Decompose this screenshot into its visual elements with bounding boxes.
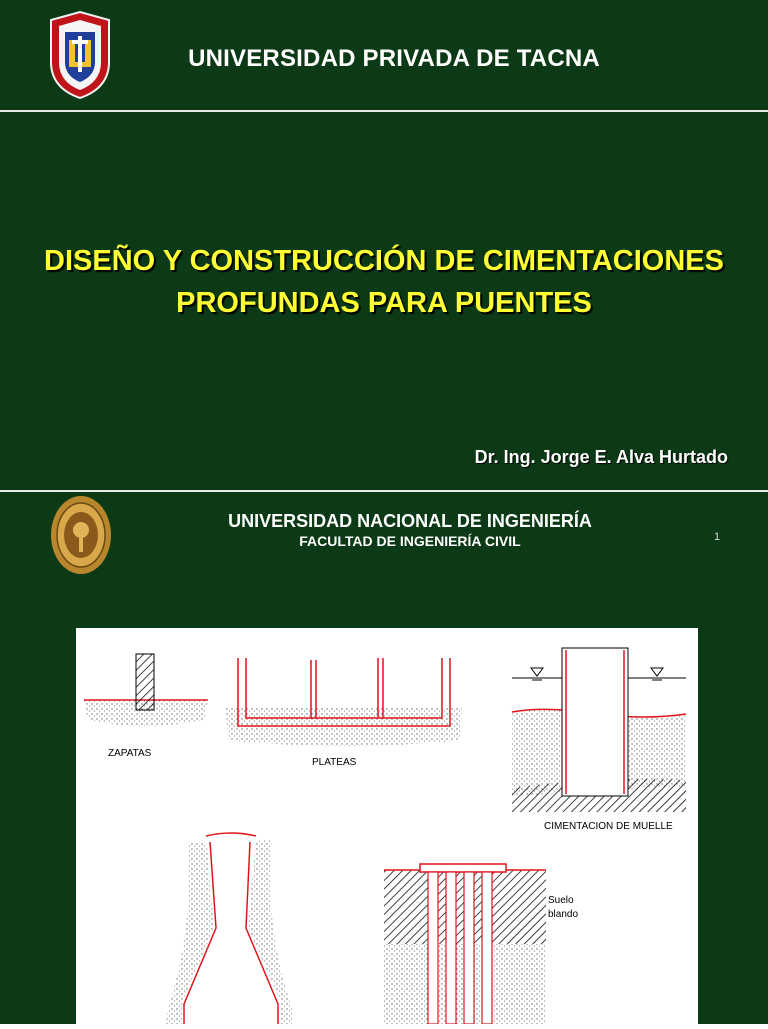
- university-title: UNIVERSIDAD PRIVADA DE TACNA: [188, 45, 600, 72]
- bottom-divider: [0, 490, 768, 492]
- top-divider: [0, 110, 768, 112]
- pile-group-drawing: [384, 864, 590, 1024]
- label-muelle: CIMENTACION DE MUELLE: [544, 821, 673, 832]
- label-suelo-blando: [548, 894, 578, 922]
- caisson-drawing: [166, 833, 292, 1024]
- slide-title: [0, 240, 768, 324]
- label-plateas: PLATEAS: [312, 757, 357, 768]
- author-name: Dr. Ing. Jorge E. Alva Hurtado: [474, 447, 728, 467]
- muelle-drawing: [512, 648, 686, 812]
- uni-seal: [50, 494, 112, 576]
- plateas-drawing: [226, 658, 462, 746]
- zapatas-drawing: [84, 654, 208, 726]
- page-number: 1: [714, 531, 721, 543]
- footer-university: UNIVERSIDAD NACIONAL DE INGENIERÍA: [228, 511, 592, 531]
- foundations-figure: [76, 628, 698, 1024]
- footer-faculty: FACULTAD DE INGENIERÍA CIVIL: [299, 533, 521, 549]
- label-suelo-line-2: blando: [548, 909, 579, 920]
- slide-title-line-1: DISEÑO Y CONSTRUCCIÓN DE CIMENTACIONES: [44, 245, 724, 277]
- label-zapatas: ZAPATAS: [108, 748, 152, 759]
- slide-title-line-2: PROFUNDAS PARA PUENTES: [176, 287, 592, 319]
- label-suelo-line-1: Suelo: [548, 895, 574, 906]
